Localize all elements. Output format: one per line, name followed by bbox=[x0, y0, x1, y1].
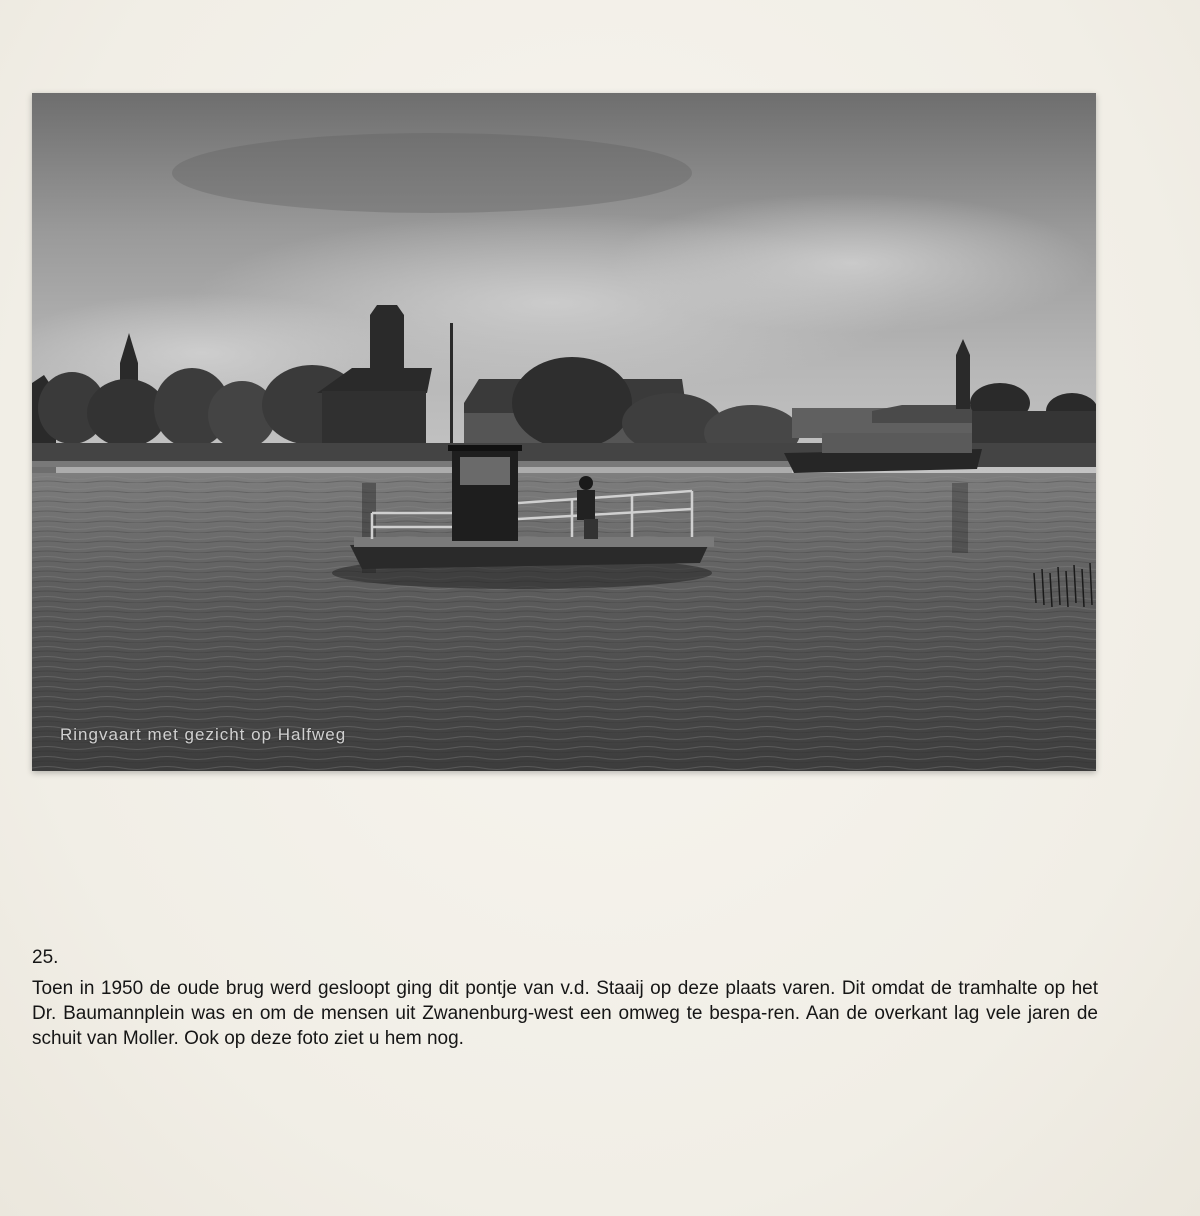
photo-caption: Ringvaart met gezicht op Halfweg bbox=[60, 725, 347, 744]
caption-text: Toen in 1950 de oude brug werd gesloopt ging dit pontje van v.d. Staaij op deze plaats varen. Dit omdat de tramhalte op het Dr. Baumannplein was en om de mensen uit Zwanenburg-west een omweg te bespa-ren. Aan de overkant lag vele jaren de schuit van Moller. Ook op deze foto ziet u hem nog. bbox=[32, 978, 1098, 1049]
cloud bbox=[612, 193, 1092, 333]
caption-block bbox=[32, 946, 1098, 1051]
photograph bbox=[32, 93, 1096, 771]
photo-ferry-ringvaart bbox=[32, 93, 1096, 771]
caption-number: 25. bbox=[32, 947, 59, 968]
